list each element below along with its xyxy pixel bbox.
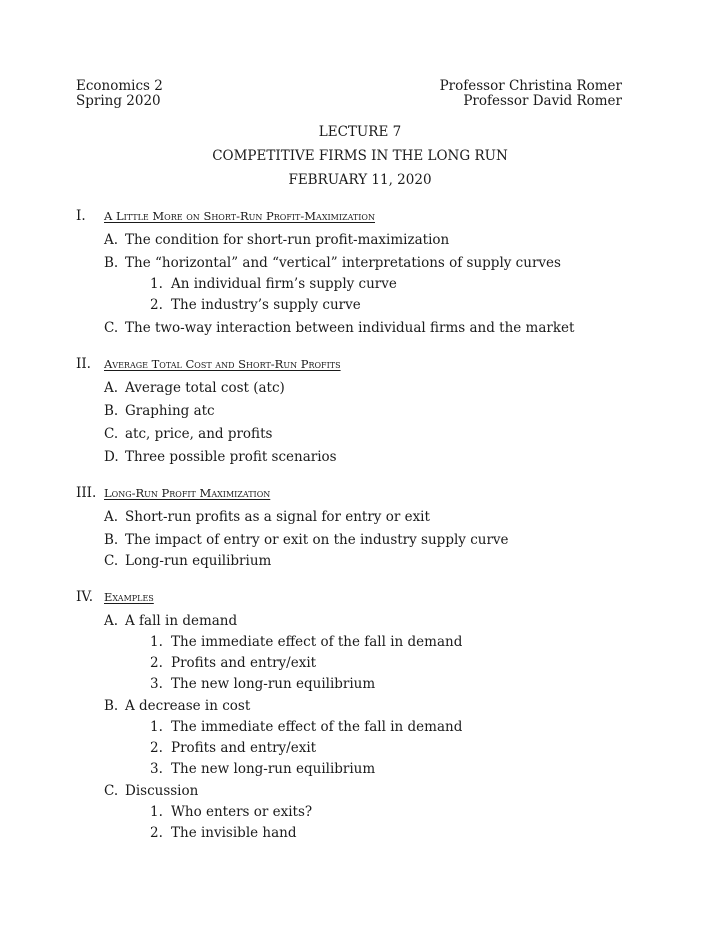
item-marker: B. bbox=[104, 255, 119, 271]
section-numeral: III. bbox=[76, 485, 97, 501]
item-text: The impact of entry or exit on the industry supply curve bbox=[125, 532, 509, 548]
professor-1: Professor Christina Romer bbox=[439, 78, 622, 94]
subitem-marker: 2. bbox=[150, 297, 163, 313]
item-marker: A. bbox=[104, 613, 119, 629]
item-marker: B. bbox=[104, 403, 119, 419]
section-heading: A Little More on Short-Run Profit-Maximization bbox=[104, 209, 375, 223]
item-text: A decrease in cost bbox=[125, 698, 251, 714]
outline-item bbox=[104, 428, 272, 442]
item-marker: B. bbox=[104, 532, 119, 548]
item-marker: B. bbox=[104, 698, 119, 714]
subitem-text: An individual firm’s supply curve bbox=[171, 276, 397, 292]
item-marker: C. bbox=[104, 320, 119, 336]
professor-2: Professor David Romer bbox=[463, 93, 622, 109]
lecture-date: FEBRUARY 11, 2020 bbox=[288, 172, 432, 188]
item-text: Graphing atc bbox=[125, 403, 215, 419]
item-text: Average total cost (atc) bbox=[125, 380, 285, 396]
section-heading: Long-Run Profit Maximization bbox=[104, 486, 271, 500]
item-marker: A. bbox=[104, 232, 119, 248]
outline-item bbox=[104, 382, 285, 396]
item-text: Short-run profits as a signal for entry or exit bbox=[125, 509, 430, 525]
subitem-text: Profits and entry/exit bbox=[171, 740, 317, 756]
outline-item bbox=[104, 511, 430, 525]
item-text: A fall in demand bbox=[125, 613, 238, 629]
outline-subitem bbox=[150, 721, 462, 735]
outline-subitem bbox=[150, 636, 462, 650]
course-name: Economics 2 bbox=[76, 78, 163, 94]
subitem-marker: 3. bbox=[150, 676, 163, 692]
section-heading: Examples bbox=[104, 590, 154, 604]
subitem-text: Who enters or exits? bbox=[171, 804, 313, 820]
subitem-text: The industry’s supply curve bbox=[171, 297, 361, 313]
item-text: Long-run equilibrium bbox=[125, 553, 272, 569]
outline-subitem bbox=[150, 827, 297, 841]
item-marker: C. bbox=[104, 783, 119, 799]
item-text: Three possible profit scenarios bbox=[125, 449, 337, 465]
item-marker: C. bbox=[104, 553, 119, 569]
outline-item bbox=[104, 405, 215, 419]
outline-item bbox=[104, 700, 250, 714]
outline-item bbox=[104, 615, 237, 629]
outline-item bbox=[104, 534, 509, 548]
outline-subitem bbox=[150, 763, 375, 777]
outline-subitem bbox=[150, 278, 397, 292]
outline-item bbox=[104, 785, 198, 799]
subitem-marker: 1. bbox=[150, 276, 163, 292]
item-marker: C. bbox=[104, 426, 119, 442]
outline-subitem bbox=[150, 299, 361, 313]
subitem-marker: 2. bbox=[150, 740, 163, 756]
subitem-marker: 1. bbox=[150, 634, 163, 650]
item-marker: D. bbox=[104, 449, 119, 465]
subitem-marker: 3. bbox=[150, 761, 163, 777]
outline-item bbox=[104, 451, 337, 465]
outline-subitem bbox=[150, 678, 375, 692]
lecture-topic: COMPETITIVE FIRMS IN THE LONG RUN bbox=[212, 148, 508, 164]
outline-item bbox=[104, 322, 574, 336]
subitem-text: The new long-run equilibrium bbox=[171, 676, 376, 692]
term: Spring 2020 bbox=[76, 93, 161, 109]
outline-subitem bbox=[150, 657, 316, 671]
outline-item bbox=[104, 257, 561, 271]
subitem-text: The invisible hand bbox=[171, 825, 297, 841]
subitem-marker: 1. bbox=[150, 719, 163, 735]
subitem-marker: 2. bbox=[150, 825, 163, 841]
section-numeral: II. bbox=[76, 356, 91, 372]
subitem-text: The immediate effect of the fall in demand bbox=[171, 634, 463, 650]
item-marker: A. bbox=[104, 509, 119, 525]
subitem-marker: 2. bbox=[150, 655, 163, 671]
section-numeral: I. bbox=[76, 208, 86, 224]
subitem-text: The new long-run equilibrium bbox=[171, 761, 376, 777]
section-numeral: IV. bbox=[76, 589, 94, 605]
subitem-text: Profits and entry/exit bbox=[171, 655, 317, 671]
section-heading: Average Total Cost and Short-Run Profits bbox=[104, 357, 341, 371]
item-marker: A. bbox=[104, 380, 119, 396]
outline-subitem bbox=[150, 806, 312, 820]
item-text: The two-way interaction between individual firms and the market bbox=[125, 320, 575, 336]
subitem-text: The immediate effect of the fall in demand bbox=[171, 719, 463, 735]
item-text: The condition for short-run profit-maximization bbox=[125, 232, 450, 248]
item-text: atc, price, and profits bbox=[125, 426, 273, 442]
subitem-marker: 1. bbox=[150, 804, 163, 820]
lecture-number: LECTURE 7 bbox=[318, 124, 402, 140]
outline-subitem bbox=[150, 742, 316, 756]
item-text: The “horizontal” and “vertical” interpretations of supply curves bbox=[125, 255, 561, 271]
outline-item bbox=[104, 555, 271, 569]
item-text: Discussion bbox=[125, 783, 199, 799]
outline-item bbox=[104, 234, 449, 248]
